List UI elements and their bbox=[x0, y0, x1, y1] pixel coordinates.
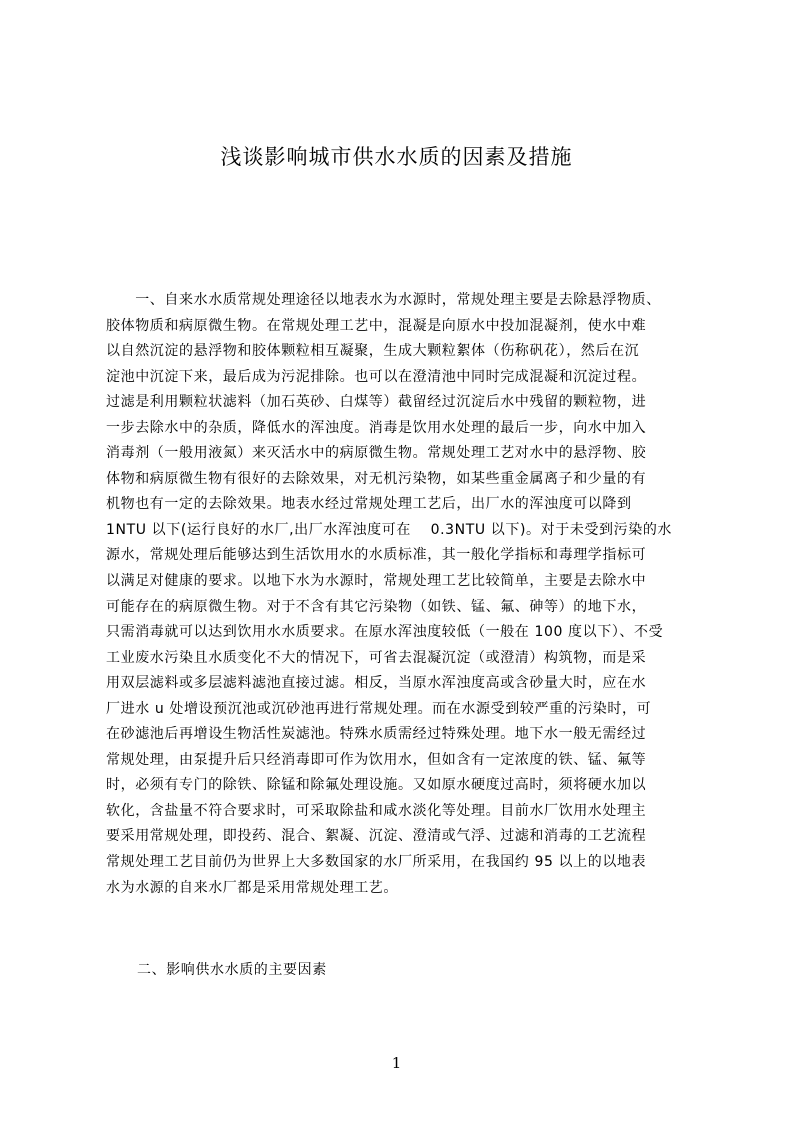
paragraph-line: 用双层滤料或多层滤料滤池直接过滤。相反，当原水浑浊度高或含砂量大时，应在水 bbox=[106, 675, 647, 692]
document-title: 浅谈影响城市供水水质的因素及措施 bbox=[220, 145, 573, 169]
paragraph-line: 软化，含盐量不符合要求时，可采取除盐和咸水淡化等处理。目前水厂饮用水处理主 bbox=[106, 802, 647, 819]
body-paragraph bbox=[106, 288, 696, 901]
paragraph-line: 常规处理工艺目前仍为世界上大多数国家的水厂所采用，在我国约 95 以上的以地表 bbox=[106, 854, 647, 871]
paragraph-line: 以满足对健康的要求。以地下水为水源时，常规处理工艺比较简单，主要是去除水中 bbox=[106, 573, 647, 590]
paragraph-line: 过滤是利用颗粒状滤料（加石英砂、白煤等）截留经过沉淀后水中残留的颗粒物，进 bbox=[106, 394, 647, 411]
paragraph-line: 常规处理，由泵提升后只经消毒即可作为饮用水，但如含有一定浓度的铁、锰、氟等 bbox=[106, 751, 647, 768]
paragraph-line: 以自然沉淀的悬浮物和胶体颗粒相互凝聚，生成大颗粒絮体（伤称矾花），然后在沉 bbox=[106, 343, 640, 360]
paragraph-line: 只需消毒就可以达到饮用水水质要求。在原水浑浊度较低（一般在 100 度以下）、不受 bbox=[106, 624, 664, 641]
paragraph-line: 一、自来水水质常规处理途径以地表水为水源时，常规处理主要是去除悬浮物质、 bbox=[106, 292, 661, 308]
paragraph-line: 工业废水污染且水质变化不大的情况下，可省去混凝沉淀（或澄清）构筑物，而是采 bbox=[106, 649, 647, 666]
paragraph-line: 体物和病原微生物有很好的去除效果，对无机污染物，如某些重金属离子和少量的有 bbox=[106, 470, 647, 487]
paragraph-line: 在砂滤池后再增设生物活性炭滤池。特殊水质需经过特殊处理。地下水一般无需经过 bbox=[106, 726, 647, 743]
paragraph-line: 时，必须有专门的除铁、除锰和除氟处理设施。又如原水硬度过高时，须将硬水加以 bbox=[106, 777, 647, 794]
section-heading: 二、影响供水水质的主要因素 bbox=[137, 962, 327, 978]
paragraph-line: 源水，常规处理后能够达到生活饮用水的水质标准，其一般化学指标和毒理学指标可 bbox=[106, 547, 647, 564]
paragraph-line: 消毒剂（一般用液氮）来灭活水中的病原微生物。常规处理工艺对水中的悬浮物、胶 bbox=[106, 445, 647, 462]
paragraph-line: 可能存在的病原微生物。对于不含有其它污染物（如铁、锰、氟、砷等）的地下水， bbox=[106, 598, 647, 615]
paragraph-line: 厂进水 u 处增设预沉池或沉砂池再进行常规处理。而在水源受到较严重的污染时，可 bbox=[106, 700, 652, 717]
paragraph-line: 一步去除水中的杂质，降低水的浑浊度。消毒是饮用水处理的最后一步，向水中加入 bbox=[106, 419, 647, 436]
paragraph-line: 胶体物质和病原微生物。在常规处理工艺中，混凝是向原水中投加混凝剂，使水中难 bbox=[106, 317, 647, 334]
paragraph-line: 1NTU 以下(运行良好的水厂,出厂水浑浊度可在 0.3NTU 以下)。对于未受到污染的水 bbox=[106, 521, 673, 538]
paragraph-line: 水为水源的自来水厂都是采用常规处理工艺。 bbox=[106, 879, 398, 896]
paragraph-line: 要采用常规处理，即投药、混合、絮凝、沉淀、澄清或气浮、过滤和消毒的工艺流程 bbox=[106, 828, 647, 845]
page-number: 1 bbox=[391, 1054, 402, 1072]
paragraph-line: 淀池中沉淀下来，最后成为污泥排除。也可以在澄清池中同时完成混凝和沉淀过程。 bbox=[106, 368, 647, 385]
paragraph-line: 机物也有一定的去除效果。地表水经过常规处理工艺后，出厂水的浑浊度可以降到 bbox=[106, 496, 632, 513]
